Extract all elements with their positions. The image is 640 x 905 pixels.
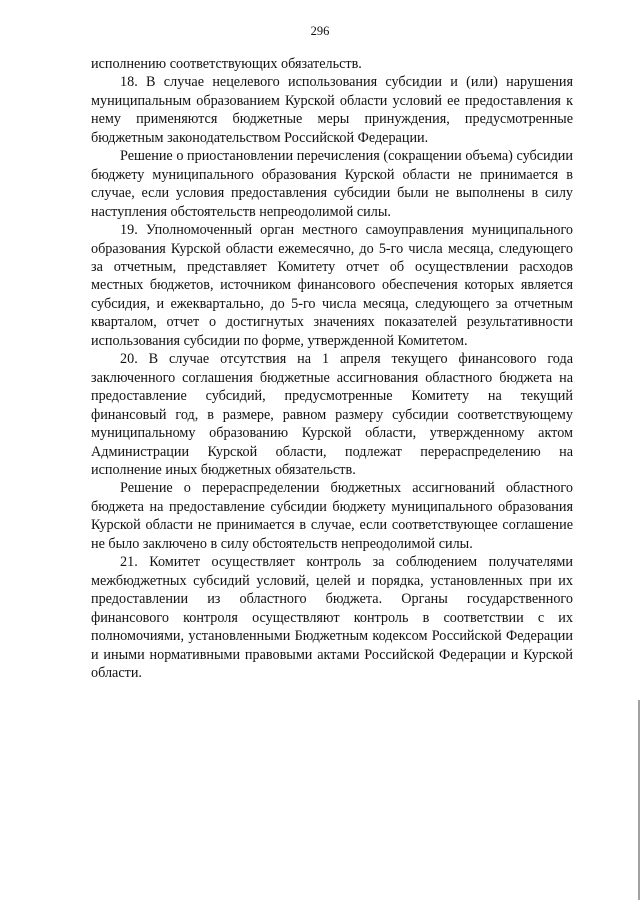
paragraph-item-21: 21. Комитет осуществляет контроль за соблюдением получателями межбюджетных субсидий условий, целей и порядка, установленных при их предоставлении из областного бюджета. Органы государственного финансового контроля осуществляют контроль в соответствии с их полномочиями, установленными Бюджетным кодексом Российской Федерации и иными нормативными правовыми актами Российской Федерации и Курской области.	[91, 554, 573, 681]
page-number: 296	[310, 24, 330, 38]
paragraph-reallocation-decision: Решение о перераспределении бюджетных ассигнований областного бюджета на предоставление субсидии бюджету муниципального образования Курской области не принимается в случае, если соответствующее соглашение не было заключено в силу обстоятельств непреодолимой силы.	[91, 480, 573, 552]
paragraph-item-18: 18. В случае нецелевого использования субсидии и (или) нарушения муниципальным образованием Курской области условий ее предоставления к нему применяются бюджетные меры принуждения, предусмотренные бюджетным законодательством Российской Федерации.	[91, 74, 573, 146]
paragraph-item-19: 19. Уполномоченный орган местного самоуправления муниципального образования Курской области ежемесячно, до 5-го числа месяца, следующего за отчетным, представляет Комитету отчет об осуществлении расходов местных бюджетов, источником финансового обеспечения которых является субсидия, и ежеквартально, до 5-го числа месяца, следующего за отчетным кварталом, отчет о достигнутых значениях показателей результативности использования субсидии по форме, утвержденной Комитетом.	[91, 222, 573, 349]
paragraph-continuation: исполнению соответствующих обязательств.	[91, 56, 362, 72]
paragraph-item-20: 20. В случае отсутствия на 1 апреля текущего финансового года заключенного соглашения бюджетные ассигнования областного бюджета на предоставление субсидий, предусмотренные Комитету на текущий финансовый год, в размере, равном размеру субсидии соответствующему муниципальному образованию Курской области, утвержденному актом Администрации Курской области, подлежат перераспределению на исполнение иных бюджетных обязательств.	[91, 351, 573, 478]
document-body	[91, 55, 573, 682]
paragraph-suspension-decision: Решение о приостановлении перечисления (сокращении объема) субсидии бюджету муниципального образования Курской области не принимается в случае, если условия предоставления субсидии были не выполнены в силу наступления обстоятельств непреодолимой силы.	[91, 148, 573, 220]
